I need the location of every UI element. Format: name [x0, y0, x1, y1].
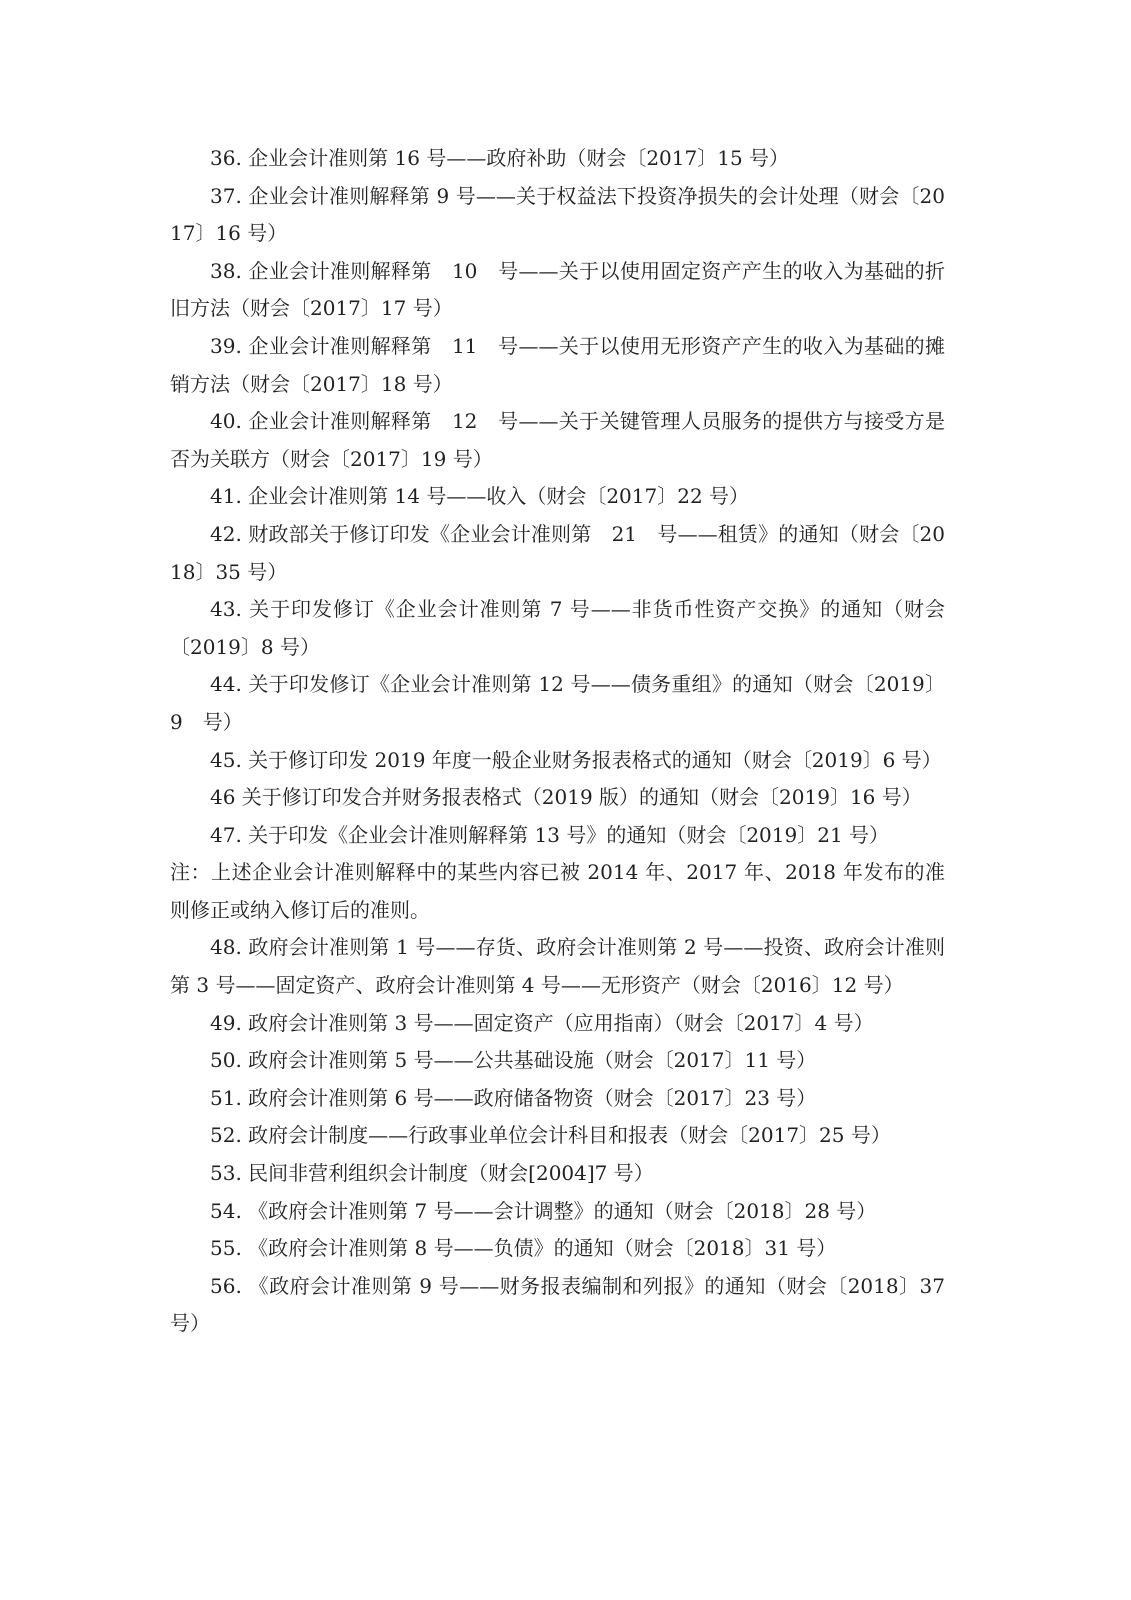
list-item-43: 43. 关于印发修订《企业会计准则第 7 号——非货币性资产交换》的通知（财会〔2019〕8 号）: [170, 597, 945, 659]
list-item-39: 39. 企业会计准则解释第 11 号——关于以使用无形资产产生的收入为基础的摊销方法（财会〔2017〕18 号）: [170, 333, 945, 396]
list-item-46: 46 关于修订印发合并财务报表格式（2019 版）的通知（财会〔2019〕16 号）: [210, 785, 922, 810]
list-item-51: 51. 政府会计准则第 6 号——政府储备物资（财会〔2017〕23 号）: [210, 1085, 817, 1110]
list-item-36: 36. 企业会计准则第 16 号——政府补助（财会〔2017〕15 号）: [210, 146, 790, 170]
list-item-47: 47. 关于印发《企业会计准则解释第 13 号》的通知（财会〔2019〕21 号）: [210, 822, 890, 847]
list-item-40: 40. 企业会计准则解释第 12 号——关于关键管理人员服务的提供方与接受方是否为关联方（财会〔2017〕19 号）: [170, 409, 945, 471]
document-body: [170, 140, 945, 1343]
list-item-54: 54. 《政府会计准则第 7 号——会计调整》的通知（财会〔2018〕28 号）: [210, 1198, 877, 1223]
list-item-56: 56. 《政府会计准则第 9 号——财务报表编制和列报》的通知（财会〔2018〕37 号）: [170, 1273, 945, 1336]
list-item-42: 42. 财政部关于修订印发《企业会计准则第 21 号——租赁》的通知（财会〔2018〕35 号）: [170, 521, 945, 584]
list-item-53: 53. 民间非营利组织会计制度（财会[2004]7 号）: [210, 1161, 654, 1186]
list-item-45: 45. 关于修订印发 2019 年度一般企业财务报表格式的通知（财会〔2019〕6 号）: [210, 747, 942, 772]
note-paragraph: 注：上述企业会计准则解释中的某些内容已被 2014 年、2017 年、2018 年发布的准则修正或纳入修订后的准则。: [170, 860, 945, 922]
list-item-44: 44. 关于印发修订《企业会计准则第 12 号——债务重组》的通知（财会〔2019〕9 号）: [170, 672, 945, 734]
list-item-49: 49. 政府会计准则第 3 号——固定资产（应用指南）（财会〔2017〕4 号）: [210, 1010, 874, 1035]
list-item-55: 55. 《政府会计准则第 8 号——负债》的通知（财会〔2018〕31 号）: [210, 1236, 837, 1261]
list-item-52: 52. 政府会计制度——行政事业单位会计科目和报表（财会〔2017〕25 号）: [210, 1123, 891, 1148]
list-item-50: 50. 政府会计准则第 5 号——公共基础设施（财会〔2017〕11 号）: [210, 1048, 817, 1073]
list-item-48: 48. 政府会计准则第 1 号——存货、政府会计准则第 2 号——投资、政府会计准则第 3 号——固定资产、政府会计准则第 4 号——无形资产（财会〔2016〕12 号）: [170, 935, 945, 998]
list-item-41: 41. 企业会计准则第 14 号——收入（财会〔2017〕22 号）: [210, 484, 750, 509]
list-item-37: 37. 企业会计准则解释第 9 号——关于权益法下投资净损失的会计处理（财会〔2017〕16 号）: [170, 183, 945, 246]
list-item-38: 38. 企业会计准则解释第 10 号——关于以使用固定资产产生的收入为基础的折旧方法（财会〔2017〕17 号）: [170, 258, 945, 321]
